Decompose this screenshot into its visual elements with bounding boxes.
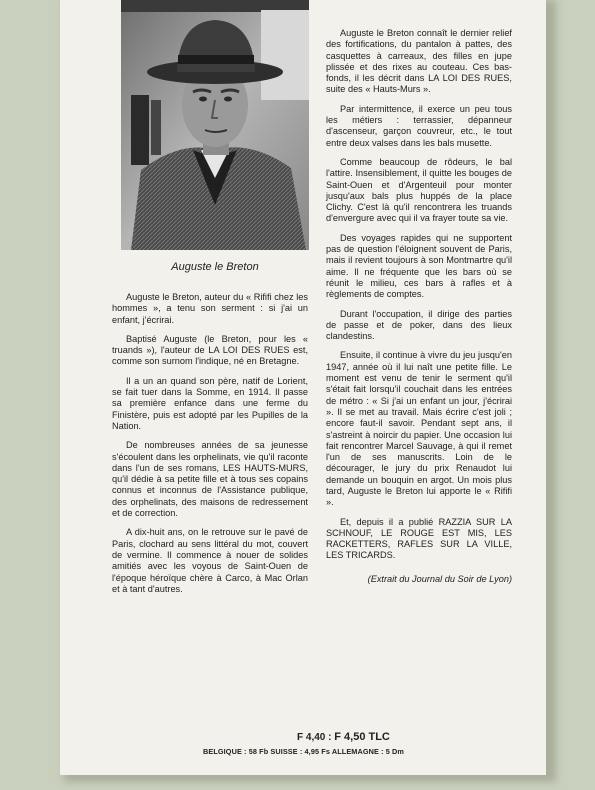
paragraph: Comme beaucoup de rôdeurs, le bal l'attire. Insensiblement, il quitte les bouges de Saint-Ouen et d'Argenteuil pour monter jusqu'aux bals plus huppés de la place Clichy. C'est là qu'il rencontrera les truands d'envergure avec qui il va frayer toute sa vie. [326,156,512,224]
paragraph: De nombreuses années de sa jeunesse s'écoulent dans les orphelinats, vie qu'il raconte dans l'un de ses romans, LES HAUTS-MURS, qu'il dédie à sa petite fille et à tous ses copains connus et inconnus de l'Assistance publique, des orphelinats, des maisons de redressement et de correction. [112,440,308,519]
paragraph: Et, depuis il a publié RAZZIA SUR LA SCHNOUF, LE ROUGE EST MIS, LES RACKETTERS, RAFLES SUR LA VILLE, LES TRICARDS. [326,516,512,561]
paragraph: A dix-huit ans, on le retrouve sur le pavé de Paris, clochard au sens littéral du mot, couvert de vermine. Il commence à nouer de solides amitiés avec les voyous de Saint-Ouen de l'époque héroïque chère à Carco, à Mac Orlan et à tant d'autres. [112,527,308,594]
foreign-prices: BELGIQUE : 58 Fb SUISSE : 4,95 Fs ALLEMAGNE : 5 Dm [203,747,404,756]
photo-caption: Auguste le Breton [171,261,259,273]
author-photo [121,0,309,250]
new-price: F 4,50 TLC [334,731,390,743]
paragraph: Ensuite, il continue à vivre du jeu jusqu'en 1947, année où il lui naît une petite fille. Le moment est venu de tenir le serment qu'il s'était fait lorsqu'il couchait dans les entrées de métro : « Si j'ai un enfant un jour, j'écrirai ». Il se met au travail. Mais écrire c'est joli ; encore faut-il savoir. Pendant sept ans, il s'astreint à noircir du papier. Une occasion lui fait rencontrer Marcel Sauvage, à qui il remet l'un de ses manuscrits. Loin de le décourager, le jury du prix Renaudot lui demande un bouquin en argot. Un mois plus tard, Auguste le Breton lui apporte le « Rififi ». [326,350,512,508]
paragraph: Des voyages rapides qui ne supportent pas de question l'éloignent souvent de Paris, mais il revient toujours à son Montmartre qu'il aime. Il ne fréquente que les bars où se réunit le milieu, ces bars à rafles et à règlements de comptes. [326,232,512,300]
paragraph: Auguste le Breton connaît le dernier relief des fortifications, du pantalon à pattes, des casquettes à carreaux, des filles en jupe plissée et des rixes au couteau. Ces bas-fonds, il les décrit dans LA LOI DES RUES, suite des « Hauts-Murs ». [326,28,512,95]
paragraph: Par intermittence, il exerce un peu tous les métiers : terrassier, dépanneur d'ascenseur, garçon couvreur, etc., le tout entre deux valses dans les bals musette. [326,103,512,148]
paragraph: Durant l'occupation, il dirige des parties de passe et de poker, dans des lieux clandestins. [326,308,512,342]
right-column-text [326,28,512,593]
paragraph: Auguste le Breton, auteur du « Rififi chez les hommes », a tenu son serment : si j'ai un enfant, j'écrirai. [112,292,308,325]
source-note: (Extrait du Journal du Soir de Lyon) [367,573,512,584]
old-price: F 4,40 : [297,732,332,743]
paragraph: Il a un an quand son père, natif de Lorient, se fait tuer dans la Somme, en 1914. Il passe sa première enfance dans une ferme du Finistère, puis est adopté par les Pupilles de la Nation. [112,375,308,431]
paragraph: Baptisé Auguste (le Breton, pour les « truands »), l'auteur de LA LOI DES RUES est, comme son surnom l'indique, né en Bretagne. [112,333,308,367]
price-label [297,731,390,743]
left-column-text [112,292,308,603]
